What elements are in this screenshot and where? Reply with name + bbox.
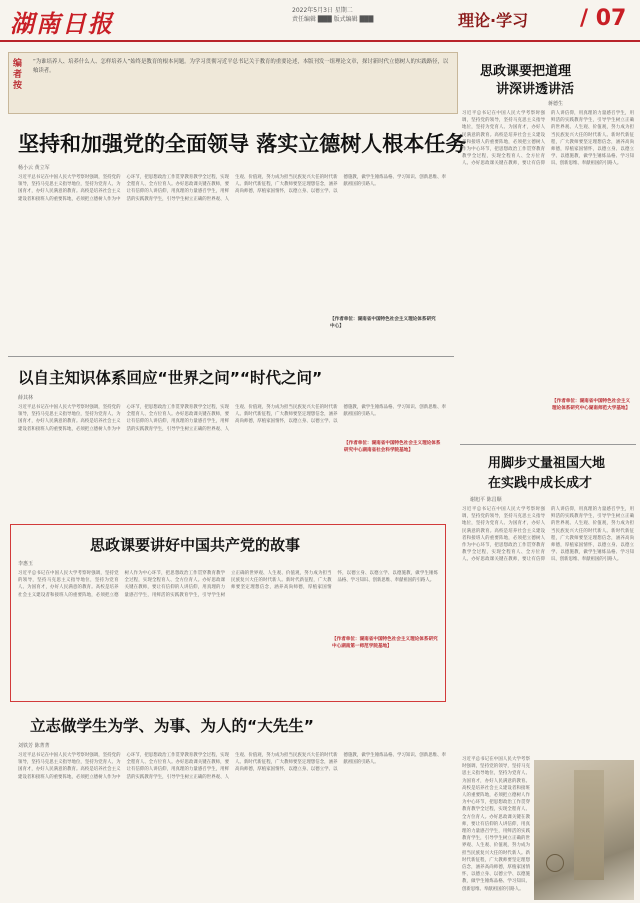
second-author-note: 【作者单位：湖南省中国特色社会主义理论体系研究中心湖南省社会科学院基地】	[344, 441, 441, 454]
right-top-body: 习近平总书记在中国人民大学考察时强调，坚持党的领导，坚持马克思主义指导地位，坚持为党育人、为国育才，办好人民满意的教育。高校是培养社会主义建设者和接班人的重要阵地，必须把立德树人作为中心环节，把思想政治工作贯穿教育教学全过程，实现全程育人、全方位育人。办好思政课关键在教师，要让有信仰的人讲信仰，用真理的力量感召学生，用鲜活的实践教育学生，引导学生树立正确的世界观、人生观、价值观，努力成为担当民族复兴大任的时代新人。新时代新征程，广大教师要坚定理想信念，涵养高尚师德，厚植家国情怀，以德立身、以德立学、以德施教，做学生锤炼品格、学习知识、创新思维、奉献祖国的引路人。	[462, 111, 634, 167]
bottom-byline: 刘铁芳 陈菁菁	[18, 743, 50, 749]
right-middle-body: 习近平总书记在中国人民大学考察时强调，坚持党的领导，坚持马克思主义指导地位，坚持为党育人、为国育才，办好人民满意的教育。高校是培养社会主义建设者和接班人的重要阵地，必须把立德树人作为中心环节，把思想政治工作贯穿教育教学全过程，实现全程育人、全方位育人。办好思政课关键在教师，要让有信仰的人讲信仰，用真理的力量感召学生，用鲜活的实践教育学生，引导学生树立正确的世界观、人生观、价值观，努力成为担当民族复兴大任的时代新人。新时代新征程，广大教师要坚定理想信念，涵养高尚师德，厚植家国情怀，以德立身、以德立学、以德施教，做学生锤炼品格、学习知识、创新思维、奉献祖国的引路人。	[462, 507, 634, 563]
issue-editors: 责任编辑 ███ 版式编辑 ███	[292, 16, 374, 23]
highlighted-body: 习近平总书记在中国人民大学考察时强调，坚持党的领导，坚持马克思主义指导地位，坚持为党育人、为国育才，办好人民满意的教育。高校是培养社会主义建设者和接班人的重要阵地，必须把立德树人作为中心环节，把思想政治工作贯穿教育教学全过程，实现全程育人、全方位育人。办好思政课关键在教师，要让有信仰的人讲信仰，用真理的力量感召学生，用鲜活的实践教育学生，引导学生树立正确的世界观、人生观、价值观，努力成为担当民族复兴大任的时代新人。新时代新征程，广大教师要坚定理想信念，涵养高尚师德，厚植家国情怀，以德立身、以德立学、以德施教，做学生锤炼品格、学习知识、创新思维、奉献祖国的引路人。	[18, 571, 438, 598]
divider	[460, 444, 636, 445]
right-top-headline-2: 讲深讲透讲活	[496, 82, 575, 97]
bottom-headline: 立志做学生为学、为事、为人的“大先生”	[30, 717, 314, 735]
right-top-byline: 蒋德生	[548, 101, 564, 107]
newspaper-logo: 湖南日报	[10, 9, 114, 38]
second-byline: 薛其林	[18, 395, 34, 401]
second-headline: 以自主知识体系回应“世界之问”“时代之问”	[18, 369, 323, 387]
calligraphy-photo	[534, 760, 634, 900]
editor-note-text: “为谁培养人、培养什么人、怎样培养人”始终是教育的根本问题。为学习贯彻习近平总书记关于教育的重要论述，本版刊发一组理论文章，探讨新时代立德树人的实践路径，以飨读者。	[33, 59, 449, 74]
right-middle-byline: 谢旭平 陈昌顺	[470, 497, 502, 503]
issue-date: 2022年5月3日 星期二	[292, 7, 353, 14]
section-title: 理论·学习	[458, 11, 529, 30]
editor-note-box	[8, 52, 458, 114]
highlighted-author-note: 【作者单位：湖南省中国特色社会主义理论体系研究中心湖南第一师范学院基地】	[332, 637, 438, 650]
lead-author-note: 【作者单位：湖南省中国特色社会主义理论体系研究中心】	[330, 317, 436, 330]
page-number: / 07	[580, 6, 627, 31]
lead-headline: 坚持和加强党的全面领导 落实立德树人根本任务	[18, 132, 467, 156]
lead-body: 习近平总书记在中国人民大学考察时强调，坚持党的领导，坚持马克思主义指导地位，坚持为党育人、为国育才，办好人民满意的教育。高校是培养社会主义建设者和接班人的重要阵地，必须把立德树人作为中心环节，把思想政治工作贯穿教育教学全过程，实现全程育人、全方位育人。办好思政课关键在教师，要让有信仰的人讲信仰，用真理的力量感召学生，用鲜活的实践教育学生，引导学生树立正确的世界观、人生观、价值观，努力成为担当民族复兴大任的时代新人。新时代新征程，广大教师要坚定理想信念，涵养高尚师德，厚植家国情怀，以德立身、以德立学、以德施教，做学生锤炼品格、学习知识、创新思维、奉献祖国的引路人。	[18, 175, 446, 202]
issue-meta	[292, 6, 373, 24]
masthead	[0, 0, 640, 42]
calligraphy-scroll	[574, 770, 604, 880]
right-top-headline-1: 思政课要把道理	[480, 64, 572, 79]
divider	[8, 356, 454, 357]
second-body: 习近平总书记在中国人民大学考察时强调，坚持党的领导，坚持马克思主义指导地位，坚持为党育人、为国育才，办好人民满意的教育。高校是培养社会主义建设者和接班人的重要阵地，必须把立德树人作为中心环节，把思想政治工作贯穿教育教学全过程，实现全程育人、全方位育人。办好思政课关键在教师，要让有信仰的人讲信仰，用真理的力量感召学生，用鲜活的实践教育学生，引导学生树立正确的世界观、人生观、价值观，努力成为担当民族复兴大任的时代新人。新时代新征程，广大教师要坚定理想信念，涵养高尚师德，厚植家国情怀，以德立身、以德立学、以德施教，做学生锤炼品格、学习知识、创新思维、奉献祖国的引路人。	[18, 405, 446, 432]
bottom-body: 习近平总书记在中国人民大学考察时强调，坚持党的领导，坚持马克思主义指导地位，坚持为党育人、为国育才，办好人民满意的教育。高校是培养社会主义建设者和接班人的重要阵地，必须把立德树人作为中心环节，把思想政治工作贯穿教育教学全过程，实现全程育人、全方位育人。办好思政课关键在教师，要让有信仰的人讲信仰，用真理的力量感召学生，用鲜活的实践教育学生，引导学生树立正确的世界观、人生观、价值观，努力成为担当民族复兴大任的时代新人。新时代新征程，广大教师要坚定理想信念，涵养高尚师德，厚植家国情怀，以德立身、以德立学、以德施教，做学生锤炼品格、学习知识、创新思维、奉献祖国的引路人。	[18, 753, 446, 780]
right-middle-headline-1: 用脚步丈量祖国大地	[488, 456, 606, 471]
right-middle-headline-2: 在实践中成长成才	[488, 476, 593, 491]
seal-stamp	[546, 854, 564, 872]
editor-note-tag: 编者按	[13, 59, 23, 91]
right-middle-body-cont: 习近平总书记在中国人民大学考察时强调，坚持党的领导，坚持马克思主义指导地位，坚持为党育人、为国育才，办好人民满意的教育。高校是培养社会主义建设者和接班人的重要阵地，必须把立德树人作为中心环节，把思想政治工作贯穿教育教学全过程，实现全程育人、全方位育人。办好思政课关键在教师，要让有信仰的人讲信仰，用真理的力量感召学生，用鲜活的实践教育学生，引导学生树立正确的世界观、人生观、价值观，努力成为担当民族复兴大任的时代新人。新时代新征程，广大教师要坚定理想信念，涵养高尚师德，厚植家国情怀，以德立身、以德立学、以德施教，做学生锤炼品格、学习知识、创新思维、奉献祖国的引路人。	[462, 757, 530, 892]
lead-byline: 杨小云 黄立军	[18, 165, 50, 171]
highlighted-headline: 思政课要讲好中国共产党的故事	[90, 536, 301, 554]
right-top-author-note: 【作者单位：湖南省中国特色社会主义理论体系研究中心湖南师范大学基地】	[552, 399, 631, 412]
highlighted-byline: 李惠玉	[18, 561, 34, 567]
